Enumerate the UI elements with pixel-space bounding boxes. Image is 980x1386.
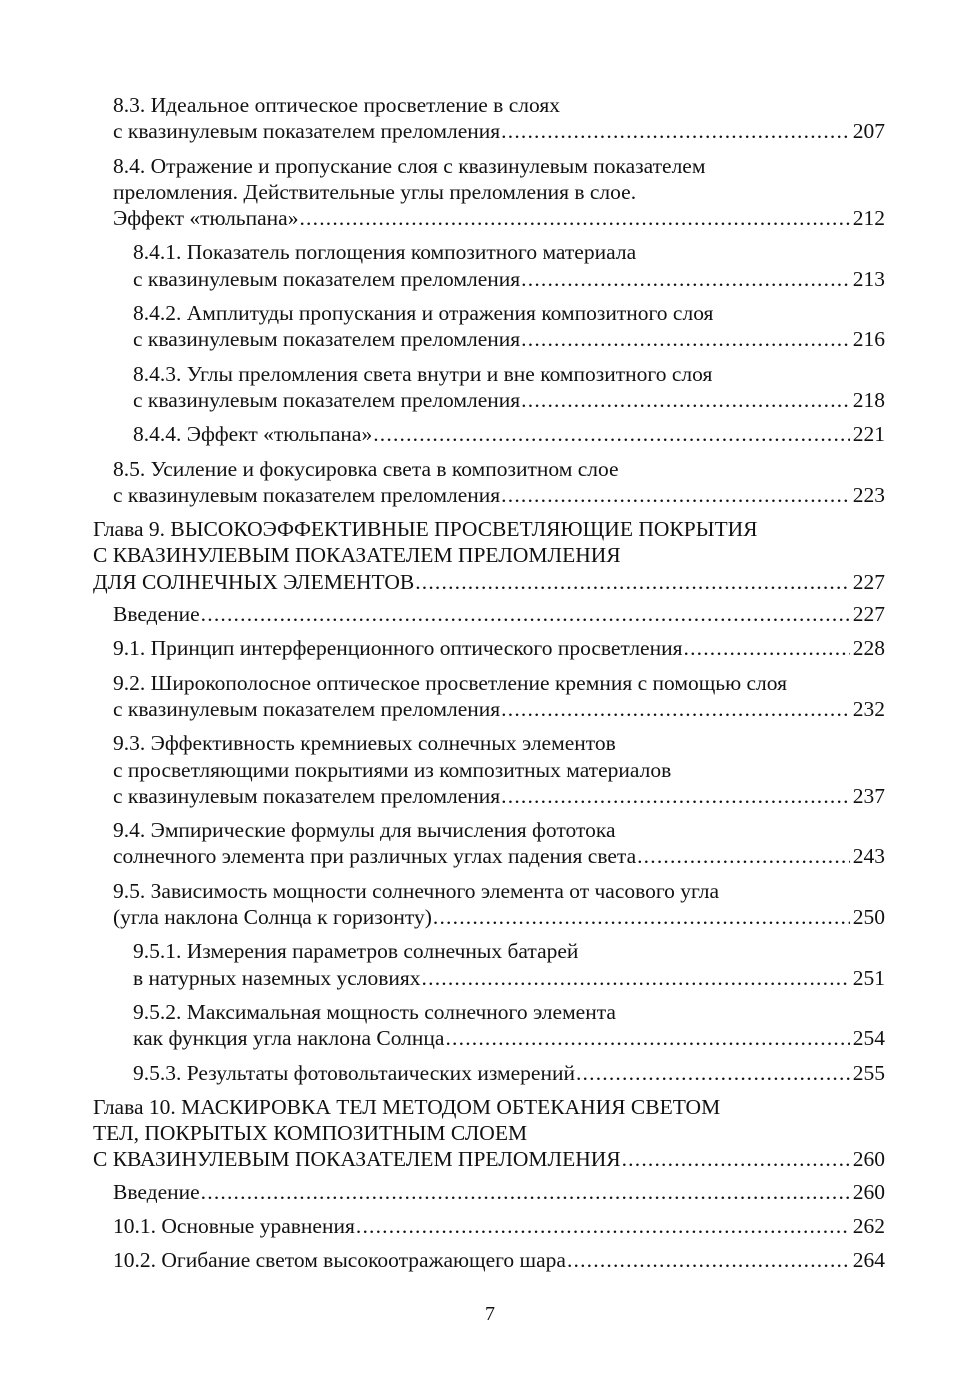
table-of-contents — [0, 92, 980, 1282]
dot-leader — [501, 696, 850, 722]
toc-section — [0, 92, 980, 145]
toc-section — [0, 1247, 980, 1273]
toc-subsection — [0, 300, 980, 353]
dot-leader — [521, 266, 850, 292]
toc-entry-leader-line — [113, 118, 885, 144]
dot-leader — [445, 1025, 850, 1051]
toc-entry-title-line: Введение — [113, 1179, 200, 1204]
toc-entry-title-line: преломления. Действительные углы преломления в слое. — [113, 179, 637, 204]
toc-page-ref: 237 — [852, 783, 885, 808]
dot-leader — [501, 118, 850, 144]
toc-entry-title-line: с квазинулевым показателем преломления — [113, 482, 501, 507]
toc-entry-leader-line — [133, 326, 885, 352]
toc-entry-title-line: 8.5. Усиление и фокусировка света в композитном слое — [113, 456, 619, 481]
toc-entry-title-line: с квазинулевым показателем преломления — [133, 266, 521, 291]
toc-entry-title-line: 8.3. Идеальное оптическое просветление в слоях — [113, 93, 560, 117]
toc-page-ref: 260 — [852, 1147, 885, 1172]
toc-entry-title-line: ТЕЛ, ПОКРЫТЫХ КОМПОЗИТНЫМ СЛОЕМ — [93, 1121, 528, 1146]
dot-leader — [201, 1179, 850, 1205]
toc-entry-title-line: 9.5.1. Измерения параметров солнечных батарей — [133, 939, 579, 964]
toc-section — [0, 670, 980, 723]
dot-leader — [201, 601, 850, 627]
toc-entry-title-line: как функция угла наклона Солнца — [133, 1026, 445, 1051]
toc-entry-leader-line — [113, 635, 885, 661]
toc-entry-leader-line — [113, 601, 885, 627]
toc-entry-title-line: солнечного элемента при различных углах падения света — [113, 844, 637, 869]
toc-page-ref: 223 — [852, 482, 885, 507]
toc-entry-title-line: 10.1. Основные уравнения — [113, 1213, 355, 1238]
dot-leader — [373, 421, 850, 447]
toc-page-ref: 207 — [852, 119, 885, 144]
toc-entry-title-line: с квазинулевым показателем преломления — [113, 696, 501, 721]
dot-leader — [622, 1146, 850, 1172]
toc-entry-title-line: С КВАЗИНУЛЕВЫМ ПОКАЗАТЕЛЕМ ПРЕЛОМЛЕНИЯ — [93, 543, 621, 568]
toc-chapter — [0, 516, 980, 595]
dot-leader — [501, 783, 850, 809]
toc-page-ref: 255 — [852, 1060, 885, 1085]
toc-page-ref: 218 — [852, 387, 885, 412]
toc-page-ref: 264 — [852, 1248, 885, 1273]
toc-page-ref: 221 — [852, 422, 885, 447]
toc-section — [0, 817, 980, 870]
toc-page-ref: 227 — [852, 602, 885, 627]
dot-leader — [637, 843, 850, 869]
toc-entry-leader-line — [113, 1213, 885, 1239]
toc-entry-title-line: 9.4. Эмпирические формулы для вычисления фототока — [113, 818, 616, 843]
toc-subsection — [0, 938, 980, 991]
toc-page-ref: 232 — [852, 696, 885, 721]
toc-page-ref: 243 — [852, 844, 885, 869]
dot-leader — [521, 387, 850, 413]
toc-section — [0, 601, 980, 627]
toc-entry-title-line: 8.4.2. Амплитуды пропускания и отражения композитного слоя — [133, 301, 714, 326]
toc-entry-title-line: 8.4.1. Показатель поглощения композитного материала — [133, 240, 637, 265]
toc-entry-title-line: с квазинулевым показателем преломления — [113, 783, 501, 808]
toc-entry-title-line: 8.4.3. Углы преломления света внутри и вне композитного слоя — [133, 361, 713, 386]
dot-leader — [299, 205, 850, 231]
toc-entry-title-line: с квазинулевым показателем преломления — [133, 327, 521, 352]
toc-entry-leader-line — [133, 387, 885, 413]
toc-page-ref: 251 — [852, 965, 885, 990]
toc-section — [0, 1179, 980, 1205]
toc-entry-title-line: 9.1. Принцип интерференционного оптического просветления — [113, 636, 683, 661]
toc-entry-title-line: 10.2. Огибание светом высокоотражающего шара — [113, 1248, 566, 1273]
toc-page-ref: 254 — [852, 1026, 885, 1051]
toc-chapter — [0, 1094, 980, 1173]
toc-entry-leader-line — [113, 1247, 885, 1273]
toc-entry-title-line: 8.4. Отражение и пропускание слоя с квазинулевым показателем — [113, 153, 706, 178]
toc-entry-title-line: (угла наклона Солнца к горизонту) — [113, 905, 432, 930]
toc-entry-title-line: Глава 9. ВЫСОКОЭФФЕКТИВНЫЕ ПРОСВЕТЛЯЮЩИЕ ПОКРЫТИЯ — [93, 517, 758, 542]
toc-entry-leader-line — [113, 783, 885, 809]
toc-entry-title-line: Глава 10. МАСКИРОВКА ТЕЛ МЕТОДОМ ОБТЕКАНИЯ СВЕТОМ — [93, 1094, 721, 1119]
toc-page-ref: 216 — [852, 327, 885, 352]
dot-leader — [521, 326, 850, 352]
toc-entry-title-line: в натурных наземных условиях — [133, 965, 421, 990]
toc-page-ref: 262 — [852, 1213, 885, 1238]
toc-subsection — [0, 1060, 980, 1086]
toc-section — [0, 635, 980, 661]
toc-page-ref: 212 — [852, 206, 885, 231]
toc-entry-leader-line — [113, 843, 885, 869]
toc-subsection — [0, 361, 980, 414]
toc-page-ref: 250 — [852, 905, 885, 930]
toc-subsection — [0, 421, 980, 447]
dot-leader — [576, 1060, 850, 1086]
toc-entry-title-line: Эффект «тюльпана» — [113, 206, 299, 231]
toc-entry-leader-line — [93, 1146, 885, 1172]
dot-leader — [684, 635, 851, 661]
toc-entry-title-line: С КВАЗИНУЛЕВЫМ ПОКАЗАТЕЛЕМ ПРЕЛОМЛЕНИЯ — [93, 1147, 621, 1172]
toc-entry-title-line: с квазинулевым показателем преломления — [133, 387, 521, 412]
toc-entry-leader-line — [133, 1025, 885, 1051]
toc-page-ref: 260 — [852, 1179, 885, 1204]
toc-entry-leader-line — [133, 965, 885, 991]
toc-entry-title-line: Введение — [113, 602, 200, 627]
toc-entry-title-line: ДЛЯ СОЛНЕЧНЫХ ЭЛЕМЕНТОВ — [93, 569, 415, 594]
page-number: 7 — [485, 1303, 495, 1325]
toc-entry-leader-line — [113, 1179, 885, 1205]
toc-entry-title-line: 9.5. Зависимость мощности солнечного элемента от часового угла — [113, 878, 720, 903]
toc-entry-leader-line — [113, 482, 885, 508]
toc-entry-title-line: 9.5.3. Результаты фотовольтаических измерений — [133, 1060, 575, 1085]
toc-section — [0, 1213, 980, 1239]
toc-entry-leader-line — [133, 1060, 885, 1086]
toc-entry-leader-line — [93, 569, 885, 595]
toc-page-ref: 228 — [852, 636, 885, 661]
toc-section — [0, 153, 980, 232]
toc-entry-title-line: с просветляющими покрытиями из композитных материалов — [113, 757, 672, 782]
toc-section — [0, 456, 980, 509]
toc-entry-title-line: с квазинулевым показателем преломления — [113, 119, 501, 144]
toc-page-ref: 227 — [852, 569, 885, 594]
toc-section — [0, 730, 980, 809]
toc-section — [0, 878, 980, 931]
toc-entry-title-line: 9.3. Эффективность кремниевых солнечных элементов — [113, 731, 616, 756]
dot-leader — [356, 1213, 850, 1239]
toc-entry-title-line: 9.2. Широкополосное оптическое просветление кремния с помощью слоя — [113, 670, 788, 695]
dot-leader — [422, 965, 850, 991]
dot-leader — [433, 904, 850, 930]
dot-leader — [567, 1247, 850, 1273]
toc-entry-title-line: 9.5.2. Максимальная мощность солнечного элемента — [133, 999, 616, 1024]
toc-entry-title-line: 8.4.4. Эффект «тюльпана» — [133, 422, 373, 447]
toc-entry-leader-line — [113, 205, 885, 231]
toc-entry-leader-line — [133, 421, 885, 447]
toc-entry-leader-line — [113, 696, 885, 722]
dot-leader — [415, 569, 850, 595]
toc-entry-leader-line — [113, 904, 885, 930]
toc-entry-leader-line — [133, 266, 885, 292]
dot-leader — [501, 482, 850, 508]
toc-subsection — [0, 239, 980, 292]
toc-page-ref: 213 — [852, 266, 885, 291]
toc-subsection — [0, 999, 980, 1052]
